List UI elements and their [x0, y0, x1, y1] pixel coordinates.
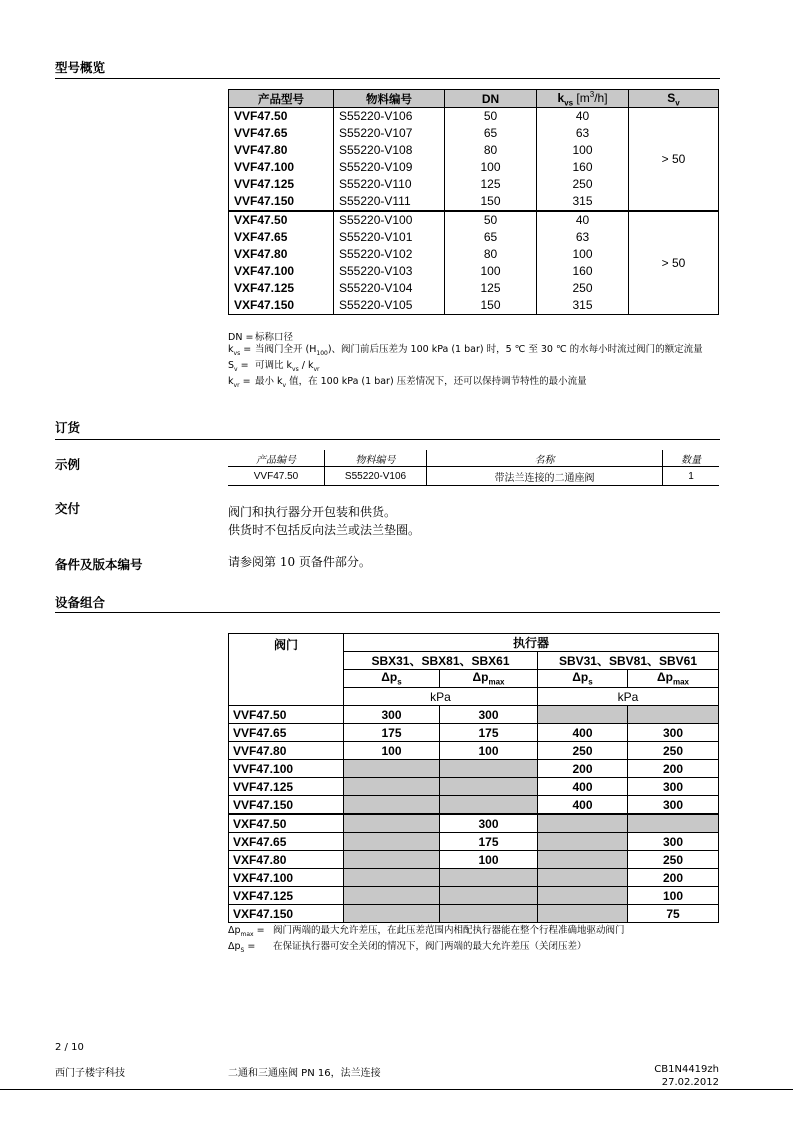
example-label: 示例: [55, 457, 81, 472]
cell-pressure: 300: [440, 814, 538, 833]
note-kvs: $k_{vs}$ = 当阀门全开 $(H_{100})$、阀门前后压差为 100 kPa (1 bar) 时，5 ℃ 至 30 ℃ 的水每小时流过阀门的额定流量: [228, 344, 703, 357]
cell-pressure: 100: [440, 742, 538, 760]
cell-pressure: 75: [628, 905, 719, 923]
divider: [55, 78, 720, 79]
cell-material: S55220-V111: [334, 193, 445, 211]
cell-pressure: 300: [628, 724, 719, 742]
table-row: [229, 778, 719, 796]
cell-valve: VVF47.150: [229, 796, 344, 815]
footer-doc-id: CB1N4419zh: [654, 1064, 719, 1075]
cell-pressure: 175: [344, 724, 440, 742]
table-row: [229, 796, 719, 815]
cell-type: VXF47.50: [229, 211, 334, 229]
cell-valve: VXF47.125: [229, 887, 344, 905]
cell-pressure: [344, 833, 440, 851]
table-row: [229, 706, 719, 724]
cell-type: VVF47.125: [229, 176, 334, 193]
cell-type: VVF47.150: [229, 193, 334, 211]
cell-material: S55220-V106: [334, 108, 445, 126]
cell-valve: VVF47.100: [229, 760, 344, 778]
cell-dn: 100: [445, 263, 537, 280]
cell-pressure: 100: [344, 742, 440, 760]
cell-dn: 100: [445, 159, 537, 176]
page-number: 2 / 10: [55, 1042, 84, 1053]
cell-pressure: [440, 869, 538, 887]
cell-pressure: [440, 905, 538, 923]
cell-material: S55220-V107: [334, 125, 445, 142]
overview-section-title: 型号概览: [55, 60, 106, 75]
divider: [55, 439, 720, 440]
cell-valve: VXF47.150: [229, 905, 344, 923]
actuator-group-sbv: SBV31、SBV81、SBV61: [538, 652, 719, 670]
cell-pressure: 100: [628, 887, 719, 905]
cell-type: VXF47.100: [229, 263, 334, 280]
cell-pressure: [538, 887, 628, 905]
table-row: [228, 467, 719, 486]
cell-type: VXF47.80: [229, 246, 334, 263]
cell-material: S55220-V101: [334, 229, 445, 246]
cell-material: S55220-V104: [334, 280, 445, 297]
cell-valve: VVF47.80: [229, 742, 344, 760]
cell-qty: 1: [663, 467, 720, 486]
cell-pressure: [344, 905, 440, 923]
table-row: [229, 742, 719, 760]
cell-valve: VXF47.50: [229, 814, 344, 833]
cell-pressure: 100: [440, 851, 538, 869]
col-header-material-no: 物料编号: [325, 450, 427, 467]
cell-pressure: 250: [628, 851, 719, 869]
cell-pressure: 300: [628, 833, 719, 851]
cell-valve: VVF47.125: [229, 778, 344, 796]
cell-pressure: [344, 887, 440, 905]
col-header-dps: $\Delta p_s$: [538, 670, 628, 688]
cell-pressure: [344, 760, 440, 778]
cell-dn: 50: [445, 108, 537, 126]
cell-type: VVF47.100: [229, 159, 334, 176]
cell-pressure: [628, 814, 719, 833]
cell-kvs: 315: [537, 193, 629, 211]
cell-pressure: [628, 706, 719, 724]
cell-material: S55220-V108: [334, 142, 445, 159]
cell-dn: 125: [445, 176, 537, 193]
cell-pressure: 175: [440, 724, 538, 742]
cell-kvs: 250: [537, 176, 629, 193]
note-dpmax: $\Delta p_{max}$ = 阀门两端的最大允许差压，在此压差范围内相配执行器能在整个行程准确地驱动阀门: [228, 925, 625, 938]
table-row: [229, 905, 719, 923]
divider: [55, 612, 720, 613]
cell-pressure: [344, 869, 440, 887]
col-header-qty: 数量: [663, 450, 720, 467]
table-row: [229, 724, 719, 742]
table-row: [229, 814, 719, 833]
actuator-group-sbx: SBX31、SBX81、SBX61: [344, 652, 538, 670]
cell-dn: 65: [445, 125, 537, 142]
delivery-line: 阀门和执行器分开包装和供货。: [228, 505, 397, 519]
delivery-line: 供货时不包括反向法兰或法兰垫圈。: [228, 523, 421, 537]
cell-valve: VXF47.100: [229, 869, 344, 887]
table-header-row: [229, 90, 719, 108]
footer-company: 西门子楼宇科技: [55, 1068, 125, 1079]
equipment-combination-table: [228, 633, 719, 923]
cell-type: VXF47.150: [229, 297, 334, 315]
cell-material: S55220-V110: [334, 176, 445, 193]
note-kvr: $k_{vr}$ = 最小 $k_v$ 值，在 100 kPa (1 bar) 压差情况下，还可以保持调节特性的最小流量: [228, 375, 587, 389]
spares-label: 备件及版本编号: [55, 557, 143, 572]
cell-type: VVF47.50: [229, 108, 334, 126]
col-header-sv: $S_v$: [629, 90, 719, 108]
col-header-dn: DN: [445, 90, 537, 108]
cell-kvs: 315: [537, 297, 629, 315]
cell-pressure: 300: [344, 706, 440, 724]
table-row: [229, 211, 719, 229]
table-row: [229, 833, 719, 851]
order-example-table: [228, 450, 719, 486]
delivery-label: 交付: [55, 501, 81, 516]
cell-pressure: [440, 778, 538, 796]
cell-material: S55220-V103: [334, 263, 445, 280]
cell-dn: 65: [445, 229, 537, 246]
footer-doc-title: 二通和三通座阀 PN 16，法兰连接: [228, 1068, 381, 1079]
spares-text: 请参阅第 10 页备件部分。: [228, 555, 371, 569]
footer-date: 27.02.2012: [661, 1077, 719, 1088]
cell-valve: VXF47.65: [229, 833, 344, 851]
cell-pressure: [344, 814, 440, 833]
vvf-group: [229, 108, 719, 212]
note-dps: $\Delta p_S$ = 在保证执行器可安全关闭的情况下，阀门两端的最大允许差压（关闭压差）: [228, 940, 587, 954]
note-dn: DN = 标称口径: [228, 332, 294, 343]
cell-kvs: 160: [537, 159, 629, 176]
cell-kvs: 63: [537, 229, 629, 246]
unit-label: kPa: [538, 688, 719, 706]
cell-pressure: [538, 706, 628, 724]
cell-pressure: [344, 796, 440, 815]
combination-section-title: 设备组合: [55, 595, 106, 610]
cell-pressure: [440, 796, 538, 815]
cell-type: VXF47.125: [229, 280, 334, 297]
table-row: [229, 887, 719, 905]
cell-valve: VVF47.65: [229, 724, 344, 742]
cell-sv: > 50: [629, 211, 719, 315]
cell-dn: 125: [445, 280, 537, 297]
vxf-group: [229, 211, 719, 315]
cell-pressure: 250: [628, 742, 719, 760]
cell-dn: 150: [445, 193, 537, 211]
cell-pressure: [440, 887, 538, 905]
ordering-section-title: 订货: [55, 420, 81, 435]
cell-dn: 150: [445, 297, 537, 315]
cell-pressure: 200: [628, 869, 719, 887]
cell-material: S55220-V100: [334, 211, 445, 229]
col-header-name: 名称: [427, 450, 663, 467]
cell-pressure: [344, 851, 440, 869]
cell-pressure: 400: [538, 778, 628, 796]
col-header-product-no: 产品编号: [228, 450, 325, 467]
cell-kvs: 40: [537, 211, 629, 229]
table-row: [229, 760, 719, 778]
cell-pressure: 200: [538, 760, 628, 778]
col-header-kvs: $k_{vs}$ $[m^3/h]$: [537, 90, 629, 108]
cell-pressure: 200: [628, 760, 719, 778]
cell-pressure: 250: [538, 742, 628, 760]
table-row: [229, 108, 719, 126]
note-sv: $S_v$ = 可调比 $k_{vs} / k_{vr}$: [228, 359, 320, 373]
cell-type: VVF47.80: [229, 142, 334, 159]
cell-valve: VXF47.80: [229, 851, 344, 869]
cell-pressure: [538, 869, 628, 887]
cell-kvs: 100: [537, 246, 629, 263]
cell-material-no: S55220-V106: [325, 467, 427, 486]
cell-pressure: 175: [440, 833, 538, 851]
cell-pressure: 400: [538, 724, 628, 742]
table-row: [229, 851, 719, 869]
footer-divider: [0, 1089, 793, 1090]
cell-kvs: 40: [537, 108, 629, 126]
cell-kvs: 160: [537, 263, 629, 280]
col-header-dpmax: $\Delta p_{max}$: [628, 670, 719, 688]
valve-header: 阀门: [229, 634, 344, 706]
type-overview-table: [228, 89, 719, 315]
cell-pressure: [538, 814, 628, 833]
cell-pressure: 300: [628, 778, 719, 796]
cell-type: VXF47.65: [229, 229, 334, 246]
col-header-dps: $\Delta p_s$: [344, 670, 440, 688]
cell-name: 带法兰连接的二通座阀: [427, 467, 663, 486]
cell-pressure: [538, 905, 628, 923]
cell-pressure: [440, 760, 538, 778]
unit-label: kPa: [344, 688, 538, 706]
cell-dn: 50: [445, 211, 537, 229]
cell-sv: > 50: [629, 108, 719, 212]
cell-kvs: 63: [537, 125, 629, 142]
cell-pressure: 400: [538, 796, 628, 815]
cell-pressure: 300: [628, 796, 719, 815]
cell-pressure: [538, 851, 628, 869]
delivery-text: [228, 503, 420, 539]
cell-dn: 80: [445, 142, 537, 159]
cell-type: VVF47.65: [229, 125, 334, 142]
actuator-header: 执行器: [344, 634, 719, 652]
cell-material: S55220-V109: [334, 159, 445, 176]
cell-material: S55220-V102: [334, 246, 445, 263]
cell-kvs: 250: [537, 280, 629, 297]
cell-valve: VVF47.50: [229, 706, 344, 724]
table-row: [229, 869, 719, 887]
col-header-dpmax: $\Delta p_{max}$: [440, 670, 538, 688]
cell-material: S55220-V105: [334, 297, 445, 315]
cell-pressure: [538, 833, 628, 851]
cell-pressure: [344, 778, 440, 796]
cell-dn: 80: [445, 246, 537, 263]
overview-notes: [228, 332, 715, 392]
cell-kvs: 100: [537, 142, 629, 159]
cell-product-no: VVF47.50: [228, 467, 325, 486]
cell-pressure: 300: [440, 706, 538, 724]
col-header-type: 产品型号: [229, 90, 334, 108]
col-header-material: 物料编号: [334, 90, 445, 108]
combination-notes: [228, 925, 625, 957]
